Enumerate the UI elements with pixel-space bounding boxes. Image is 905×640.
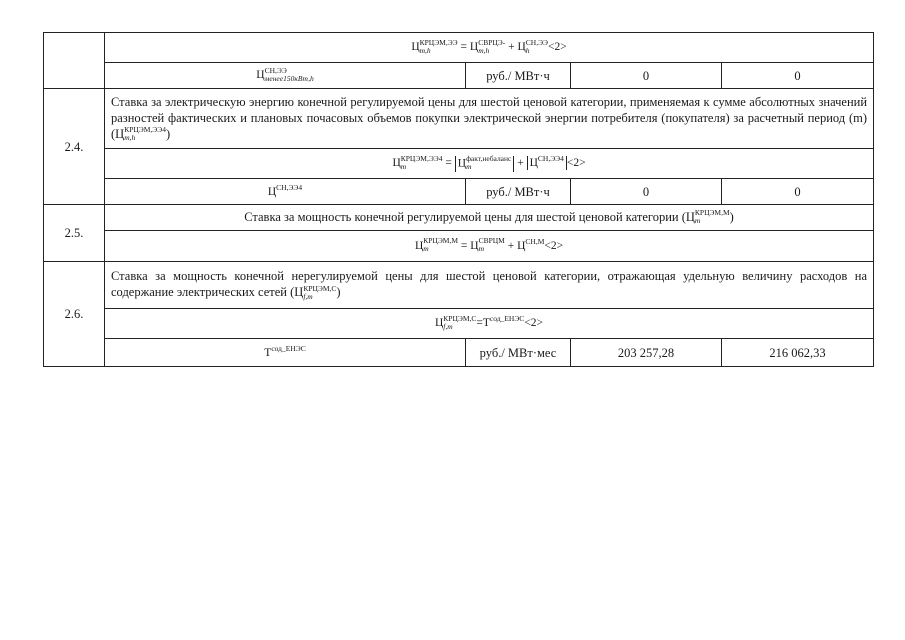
item-description: Ставка за мощность конечной нерегулируемой цены для шестой ценовой категории, отражающая удельную величину расходов на содержание электрических сетей (Ц КРЦЭМ,С f,m ) [105,262,874,309]
table-row [44,309,874,339]
formula-cell: Ц КРЦЭМ,С f,m $=Т^{сод\_ЕНЭС}<2>$ [105,309,874,339]
formula-cell: Ц КРЦЭМ,ЭЭ4 m = Ц факт,небаланс m + $Ц^{СН,ЭЭ4} <2>$ [105,149,874,179]
param-cell: Ц СН,ЭЭ менее150кВт,h [105,63,466,89]
formula-cell: Ц КРЦЭМ,М m = Ц СВРЦМ m + $Ц^{СН,М}<2>$ [105,231,874,262]
formula-cell: Ц КРЦЭМ,ЭЭ m,h = Ц СВРЦЭ- m,h + Ц СН,ЭЭ h <2> [105,33,874,63]
value-cell: 203 257,28 [571,339,722,367]
unit-cell: руб./ МВт·мес [466,339,571,367]
item-description: Ставка за мощность конечной регулируемой цены для шестой ценовой категории (Ц КРЦЭМ,М m ) [105,205,874,231]
item-description: Ставка за электрическую энергию конечной регулируемой цены для шестой ценовой категории, применяемая к сумме абсолютных значений разностей фактических и плановых почасовых объемов покупки электрической энергии потребителя (покупателя) за расчетный период (m) (Ц КРЦЭМ,ЭЭ4 m,h ) [105,89,874,149]
table-row [44,179,874,205]
table-row [44,149,874,179]
number-cell-empty [44,33,105,89]
tariff-table [43,32,874,367]
value-cell: 0 [571,63,722,89]
value-cell: 0 [722,63,874,89]
item-number: 2.6. [44,262,105,367]
table-row [44,339,874,367]
table-row [44,205,874,231]
param-cell: $Т^{сод\_ЕНЭС}$ [105,339,466,367]
table-row [44,262,874,309]
param-cell: $Ц^{СН,ЭЭ4}$ [105,179,466,205]
value-cell: 0 [571,179,722,205]
table-row [44,231,874,262]
table-row [44,63,874,89]
table-row [44,89,874,149]
item-number: 2.5. [44,205,105,262]
value-cell: 0 [722,179,874,205]
table-row [44,33,874,63]
value-cell: 216 062,33 [722,339,874,367]
unit-cell: руб./ МВт·ч [466,63,571,89]
unit-cell: руб./ МВт·ч [466,179,571,205]
item-number: 2.4. [44,89,105,205]
